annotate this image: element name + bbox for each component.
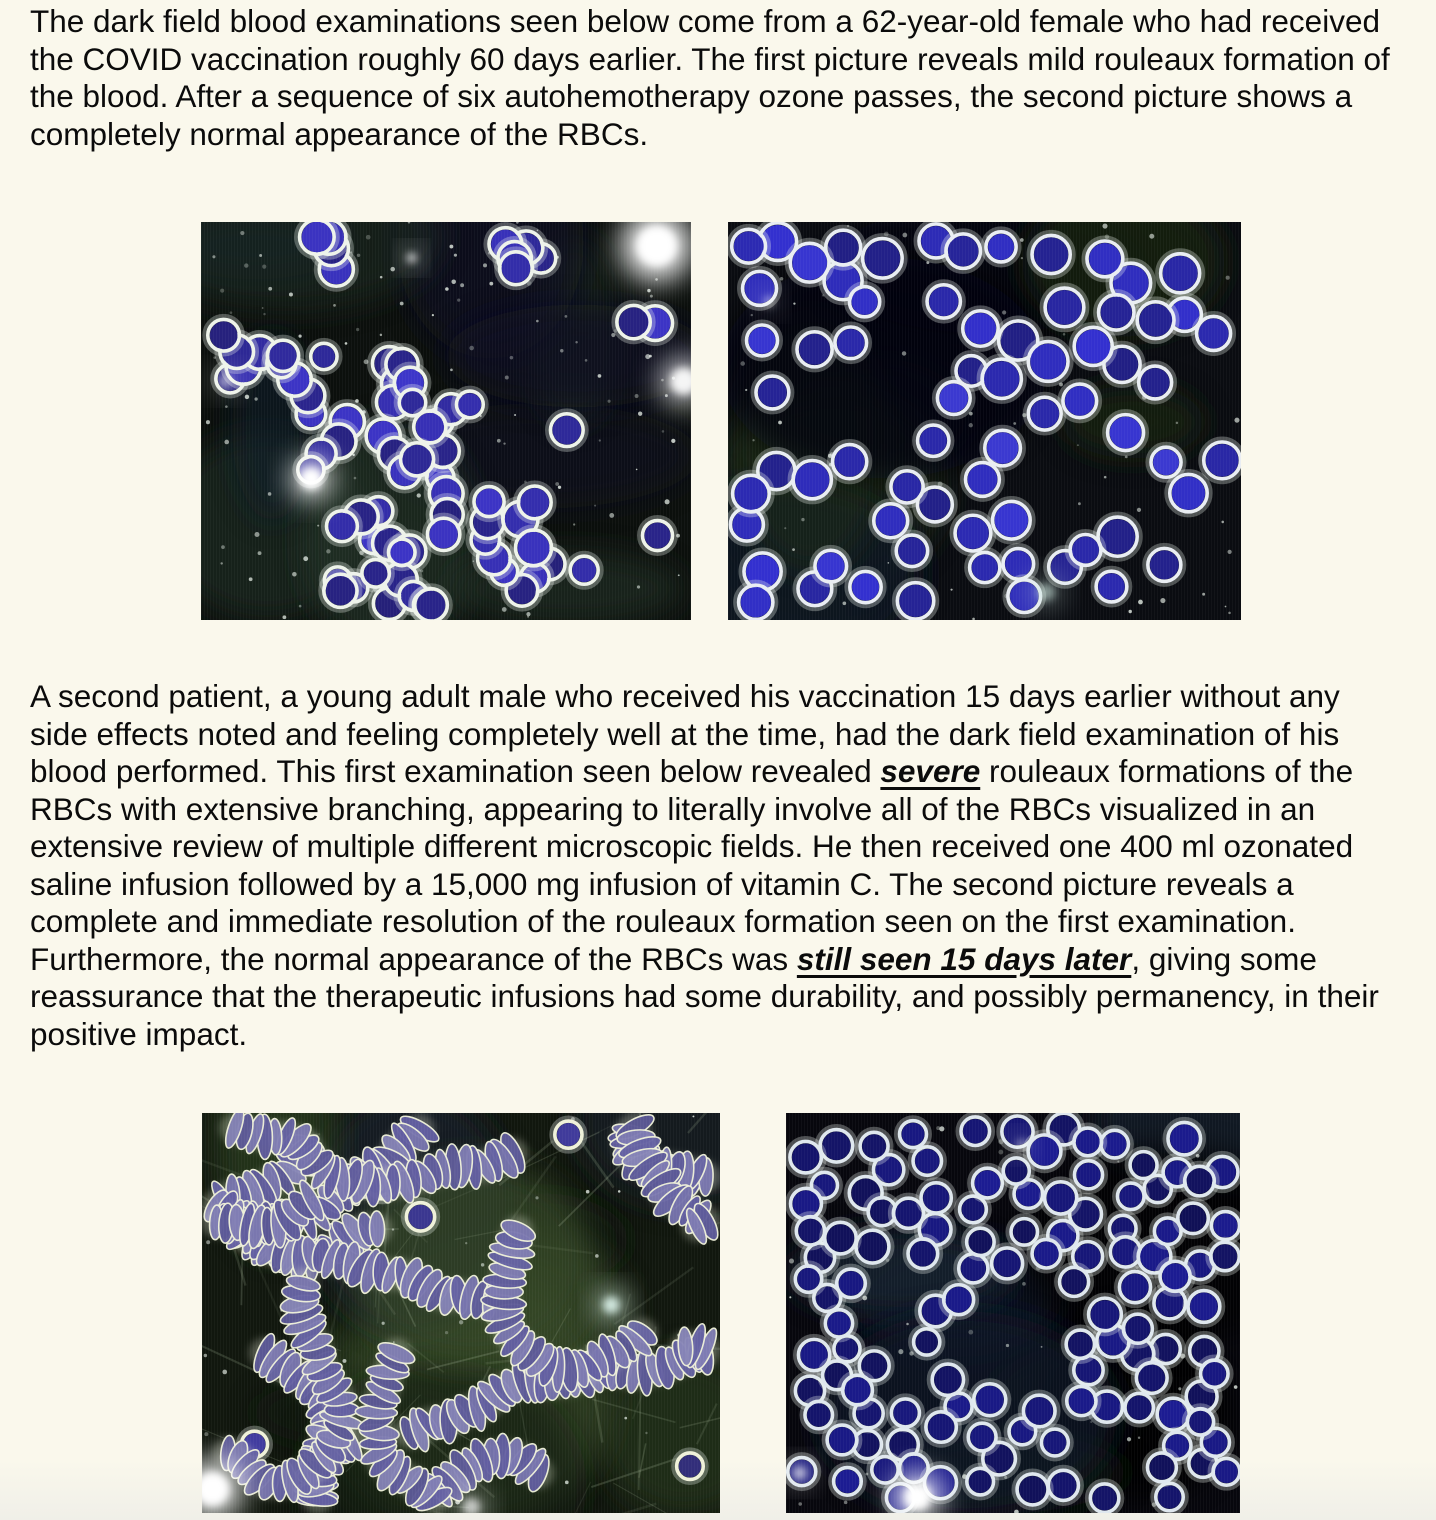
text-line	[30, 116, 1390, 154]
text-run: saline infusion followed by a 15,000 mg infusion of vitamin C. The second picture reveals a	[30, 865, 1294, 902]
text-line	[30, 3, 1390, 41]
text-run: RBCs with extensive branching, appearing to literally involve all of the RBCs visualized in an	[30, 790, 1316, 827]
blood-image-severe-rouleaux	[202, 1113, 720, 1513]
text-line	[30, 716, 1379, 754]
text-line	[30, 678, 1379, 716]
text-run: rouleaux formations of the	[980, 753, 1354, 789]
text-run: A second patient, a young adult male who received his vaccination 15 days earlier without any	[30, 678, 1340, 714]
second-patient-paragraph	[30, 678, 1379, 1053]
intro-paragraph	[30, 3, 1390, 153]
text-run: The dark field blood examinations seen below come from a 62-year-old female who had received	[30, 3, 1380, 39]
text-line	[30, 41, 1390, 79]
text-line	[30, 791, 1379, 829]
text-run: the COVID vaccination roughly 60 days earlier. The first picture reveals mild rouleaux formation of	[30, 40, 1390, 77]
text-line	[30, 828, 1379, 866]
text-line	[30, 903, 1379, 941]
blood-image-resolved-rbcs	[786, 1113, 1240, 1513]
blood-image-normal-after-ozone	[728, 222, 1241, 620]
text-line	[30, 866, 1379, 904]
darkfield-after-normal-rbcs	[728, 222, 1241, 620]
text-run: reassurance that the therapeutic infusions had some durability, and possibly permanency, in their	[30, 978, 1379, 1014]
text-run: completely normal appearance of the RBCs.	[30, 115, 649, 152]
darkfield-severe-rouleaux	[202, 1113, 720, 1513]
emphasized-text: still seen 15 days later	[796, 940, 1132, 977]
text-line	[30, 1016, 1379, 1054]
text-run: Furthermore, the normal appearance of the RBCs was	[30, 940, 797, 977]
text-line	[30, 78, 1390, 116]
text-line	[30, 941, 1379, 979]
text-run: side effects noted and feeling completely well at the time, had the dark field examination of his	[30, 715, 1340, 752]
text-run: positive impact.	[30, 1015, 248, 1052]
text-run: extensive review of multiple different microscopic fields. He then received one 400 ml ozonated	[30, 828, 1354, 864]
text-run: complete and immediate resolution of the rouleaux formation seen on the first examination.	[30, 903, 1296, 939]
darkfield-before-mild-rouleaux	[201, 222, 691, 620]
text-run: , giving some	[1131, 940, 1317, 977]
blood-image-mild-rouleaux	[201, 222, 691, 620]
emphasized-text: severe	[880, 753, 981, 789]
text-line	[30, 978, 1379, 1016]
text-run: the blood. After a sequence of six autohemotherapy ozone passes, the second picture shows a	[30, 78, 1353, 114]
darkfield-resolved-dense-rbcs	[786, 1113, 1240, 1513]
text-run: blood performed. This first examination seen below revealed	[30, 753, 881, 789]
text-line	[30, 753, 1379, 791]
